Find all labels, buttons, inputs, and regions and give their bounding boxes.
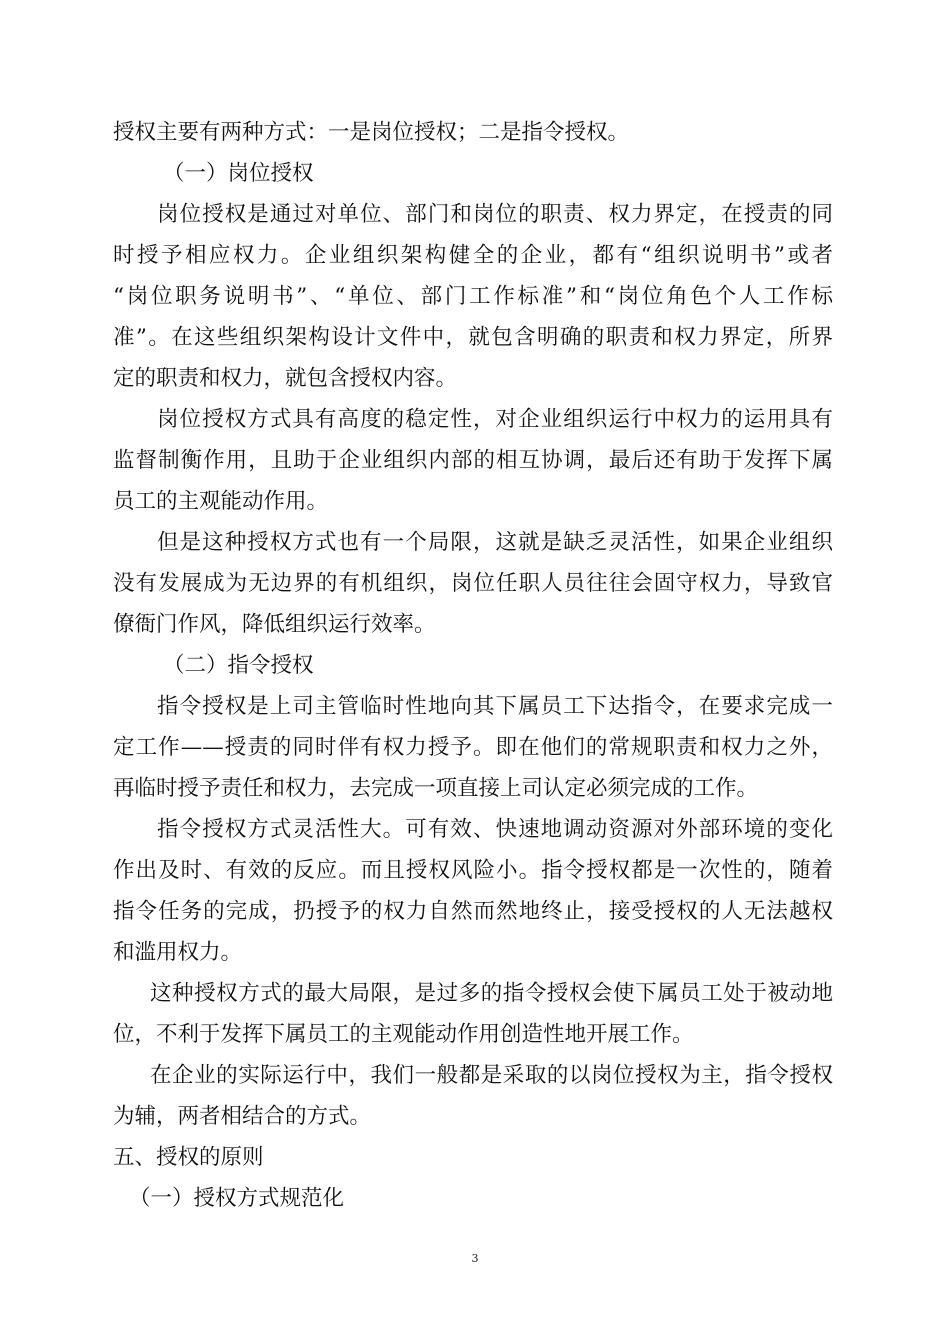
text-line: 准”。在这些组织架构设计文件中，就包含明确的职责和权力界定，所界 [113,325,833,350]
text-line: 但是这种授权方式也有一个局限，这就是缺乏灵活性，如果企业组织 [157,530,833,555]
text-line: 位，不利于发挥下属员工的主观能动作用创造性地开展工作。 [113,1022,694,1047]
text-line: 指令任务的完成，扔授予的权力自然而然地终止，接受授权的人无法越权 [113,899,833,924]
text-line: 定的职责和权力，就包含授权内容。 [113,366,458,391]
text-line: 指令授权是上司主管临时性地向其下属员工下达指令，在要求完成一 [157,694,833,719]
text-line: 指令授权方式灵活性大。可有效、快速地调动资源对外部环境的变化 [157,817,833,842]
text-line: “岗位职务说明书”、“单位、部门工作标准”和“岗位角色个人工作标 [113,284,833,309]
text-line: 僚衙门作风，降低组织运行效率。 [113,612,436,637]
page-number: 3 [471,1252,479,1265]
text-line: 岗位授权方式具有高度的稳定性，对企业组织运行中权力的运用具有 [157,407,833,432]
text-line: 和滥用权力。 [113,940,243,965]
text-line: 定工作——授责的同时伴有权力授予。即在他们的常规职责和权力之外， [113,735,833,760]
document-body [113,112,833,1219]
section-heading-post-authorization: （一）岗位授权 [163,161,314,186]
text-line: 监督制衡作用，且助于企业组织内部的相互协调，最后还有助于发挥下属 [113,448,833,473]
subsection-heading-standardization: （一）授权方式规范化 [129,1186,345,1211]
text-line: 授权主要有两种方式：一是岗位授权；二是指令授权。 [113,120,630,145]
section-heading-instruction-authorization: （二）指令授权 [163,653,314,678]
text-line: 没有发展成为无边界的有机组织，岗位任职人员往往会固守权力，导致官 [113,571,833,596]
text-line: 员工的主观能动作用。 [113,489,329,514]
chapter-heading-principles: 五、授权的原则 [113,1145,264,1170]
text-line: 在企业的实际运行中，我们一般都是采取的以岗位授权为主，指令授权 [150,1063,833,1088]
text-line: 再临时授予责任和权力，去完成一项直接上司认定必须完成的工作。 [113,776,759,801]
text-line: 这种授权方式的最大局限，是过多的指令授权会使下属员工处于被动地 [150,981,833,1006]
text-line: 作出及时、有效的反应。而且授权风险小。指令授权都是一次性的，随着 [113,858,833,883]
text-line: 为辅，两者相结合的方式。 [113,1104,372,1129]
text-line: 岗位授权是通过对单位、部门和岗位的职责、权力界定，在授责的同 [157,202,833,227]
text-line: 时授予相应权力。企业组织架构健全的企业，都有“组织说明书”或者 [113,243,833,268]
